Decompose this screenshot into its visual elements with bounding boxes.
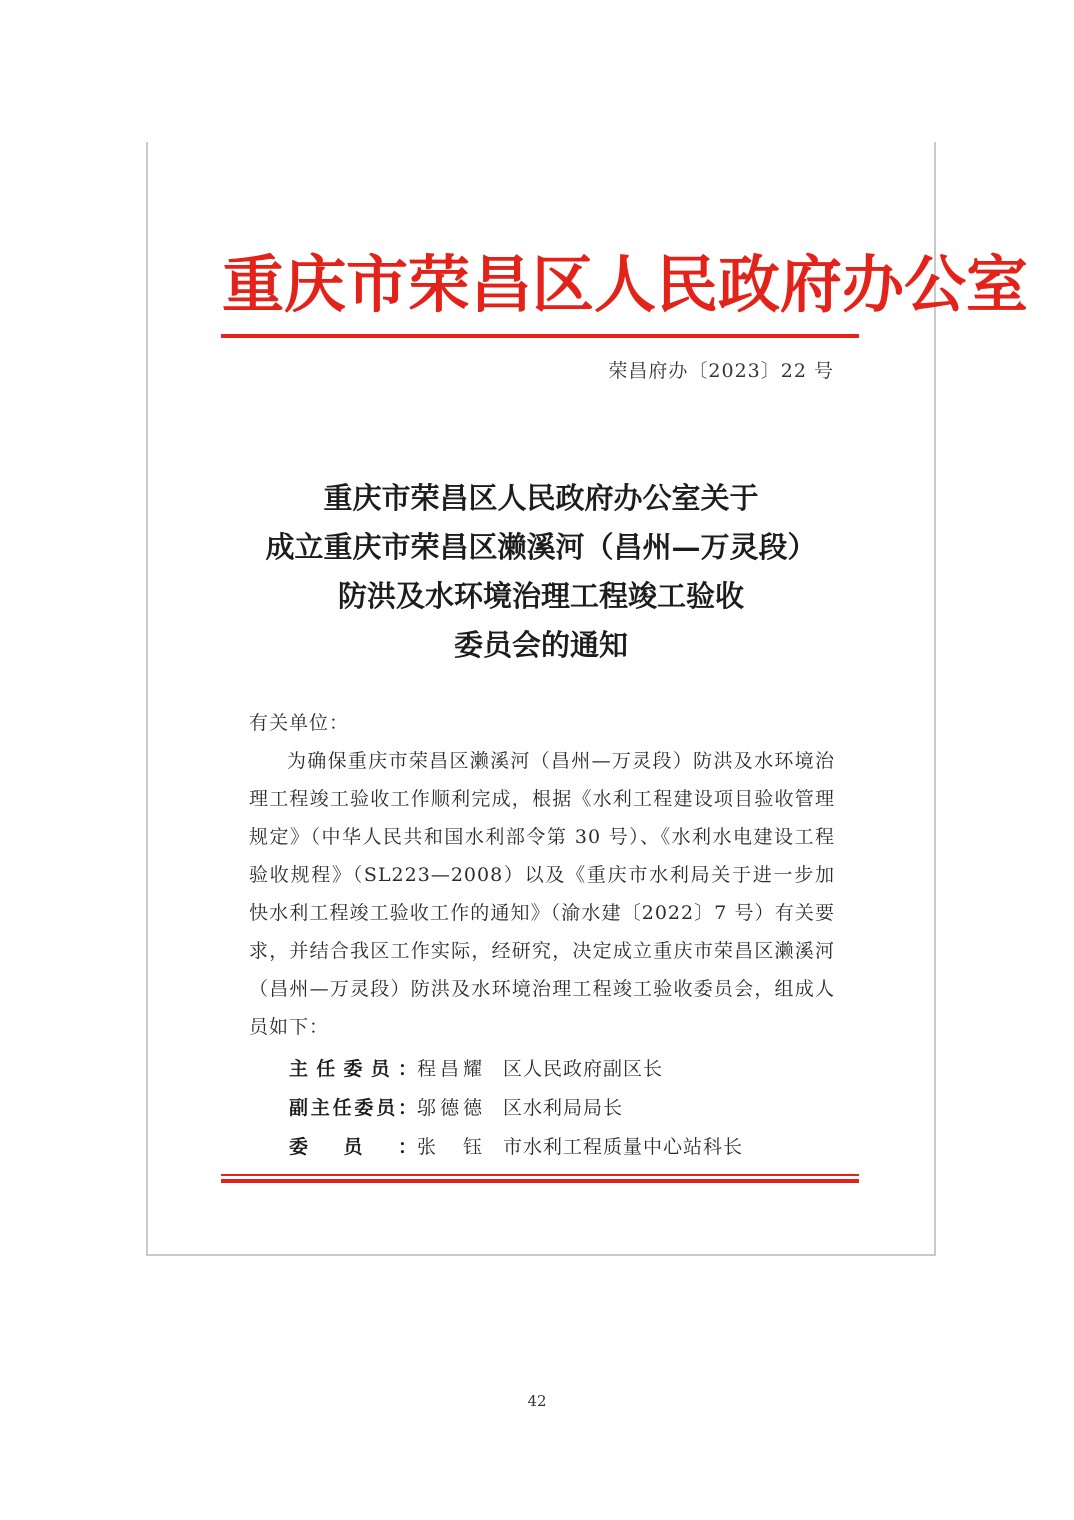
body-paragraph: 为确保重庆市荣昌区濑溪河（昌州—万灵段）防洪及水环境治理工程竣工验收工作顺利完成，根据《水利工程建设项目验收管理规定》（中华人民共和国水利部令第 30 号）、《水利水电建设工程验收规程》（SL223—2008）以及《重庆市水利局关于进一步加快水利工程竣工验收工作的通知》（渝水建〔2022〕7 号）有关要求，并结合我区工作实际，经研究，决定成立重庆市荣昌区濑溪河（昌州—万灵段）防洪及水环境治理工程竣工验收委员会，组成人员如下： — [249, 750, 835, 1038]
page-number: 42 — [527, 1392, 547, 1410]
member-name: 邬德德 — [417, 1097, 487, 1119]
salutation: 有关单位： — [249, 712, 350, 734]
footer-rule-bottom — [221, 1179, 859, 1183]
title-line: 防洪及水环境治理工程竣工验收 — [337, 579, 744, 613]
member-post: 区人民政府副区长 — [503, 1058, 664, 1080]
member-name: 张 钰 — [417, 1136, 487, 1158]
member-role: 委员： — [289, 1136, 417, 1158]
header-rule — [221, 334, 859, 338]
footer-rule-top — [221, 1174, 859, 1176]
member-post: 市水利工程质量中心站科长 — [503, 1136, 744, 1158]
document-title — [146, 474, 936, 670]
title-line: 重庆市荣昌区人民政府办公室关于 — [323, 481, 759, 515]
member-post: 区水利局局长 — [503, 1097, 624, 1119]
title-line: 委员会的通知 — [453, 628, 628, 662]
document-body — [249, 704, 835, 1167]
title-line: 成立重庆市荣昌区濑溪河（昌州—万灵段） — [265, 530, 817, 564]
member-role: 主任委员： — [289, 1058, 417, 1080]
member-row — [249, 1050, 835, 1089]
org-header: 重庆市荣昌区人民政府办公室 — [222, 248, 1029, 321]
member-row — [249, 1089, 835, 1128]
member-role: 副主任委员： — [289, 1097, 417, 1119]
document-number: 荣昌府办〔2023〕22 号 — [608, 360, 834, 382]
member-name: 程昌耀 — [417, 1058, 487, 1080]
member-list — [249, 1050, 835, 1167]
member-row — [249, 1128, 835, 1167]
